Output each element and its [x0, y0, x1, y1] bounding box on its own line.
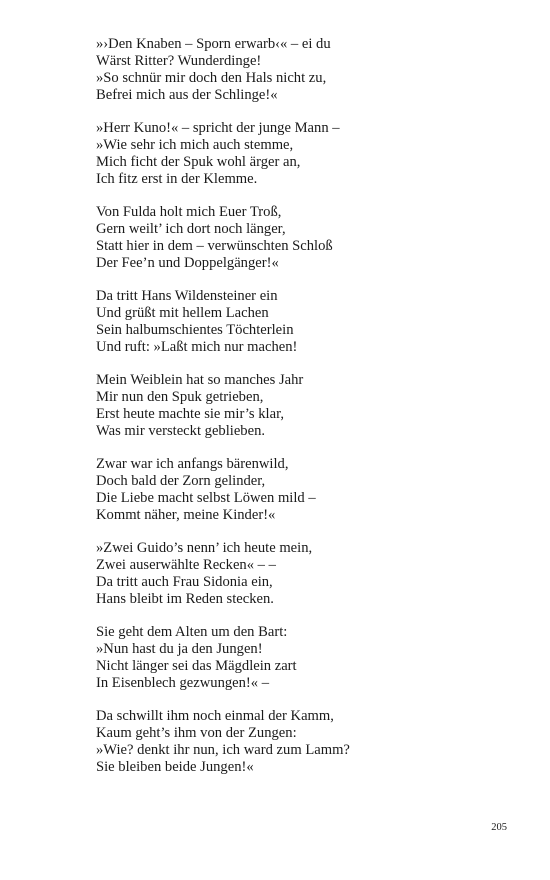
verse-line: »Wie? denkt ihr nun, ich ward zum Lamm? [96, 742, 350, 758]
stanza [96, 456, 516, 524]
verse-line: Doch bald der Zorn gelinder, [96, 473, 266, 489]
verse-line: Ich fitz erst in der Klemme. [96, 171, 258, 187]
verse-line: Da schwillt ihm noch einmal der Kamm, [96, 708, 334, 724]
stanza [96, 708, 516, 776]
verse-line: Zwei auserwählte Recken« – – [96, 557, 276, 573]
verse-line: Wärst Ritter? Wunderdinge! [96, 53, 262, 69]
verse-line: Mich ficht der Spuk wohl ärger an, [96, 154, 301, 170]
stanza [96, 36, 516, 104]
verse-line: Sie bleiben beide Jungen!« [96, 759, 254, 775]
verse-line: Der Fee’n und Doppelgänger!« [96, 255, 279, 271]
verse-line: Kommt näher, meine Kinder!« [96, 507, 276, 523]
verse-line: »Nun hast du ja den Jungen! [96, 641, 263, 657]
stanza [96, 372, 516, 440]
stanza [96, 204, 516, 272]
verse-line: Da tritt Hans Wildensteiner ein [96, 288, 278, 304]
verse-line: Und grüßt mit hellem Lachen [96, 305, 269, 321]
page-number: 205 [491, 822, 507, 833]
stanza [96, 540, 516, 608]
verse-line: »Herr Kuno!« – spricht der junge Mann – [96, 120, 340, 136]
verse-line: »Wie sehr ich mich auch stemme, [96, 137, 294, 153]
stanza [96, 120, 516, 188]
verse-line: Nicht länger sei das Mägdlein zart [96, 658, 297, 674]
verse-line: Hans bleibt im Reden stecken. [96, 591, 274, 607]
stanza [96, 288, 516, 356]
verse-line: Statt hier in dem – verwünschten Schloß [96, 238, 333, 254]
poem-body [96, 36, 516, 792]
verse-line: Mein Weiblein hat so manches Jahr [96, 372, 304, 388]
verse-line: Erst heute machte sie mir’s klar, [96, 406, 284, 422]
verse-line: Von Fulda holt mich Euer Troß, [96, 204, 282, 220]
verse-line: »So schnür mir doch den Hals nicht zu, [96, 70, 327, 86]
verse-line: Die Liebe macht selbst Löwen mild – [96, 490, 316, 506]
verse-line: Sein halbumschientes Töchterlein [96, 322, 294, 338]
verse-line: Befrei mich aus der Schlinge!« [96, 87, 278, 103]
verse-line: In Eisenblech gezwungen!« – [96, 675, 270, 691]
stanza [96, 624, 516, 692]
verse-line: »Zwei Guido’s nenn’ ich heute mein, [96, 540, 313, 556]
verse-line: »›Den Knaben – Sporn erwarb‹« – ei du [96, 36, 331, 52]
verse-line: Was mir versteckt geblieben. [96, 423, 266, 439]
verse-line: Da tritt auch Frau Sidonia ein, [96, 574, 273, 590]
verse-line: Kaum geht’s ihm von der Zungen: [96, 725, 297, 741]
verse-line: Gern weilt’ ich dort noch länger, [96, 221, 286, 237]
verse-line: Zwar war ich anfangs bärenwild, [96, 456, 289, 472]
verse-line: Sie geht dem Alten um den Bart: [96, 624, 288, 640]
verse-line: Mir nun den Spuk getrieben, [96, 389, 264, 405]
verse-line: Und ruft: »Laßt mich nur machen! [96, 339, 298, 355]
